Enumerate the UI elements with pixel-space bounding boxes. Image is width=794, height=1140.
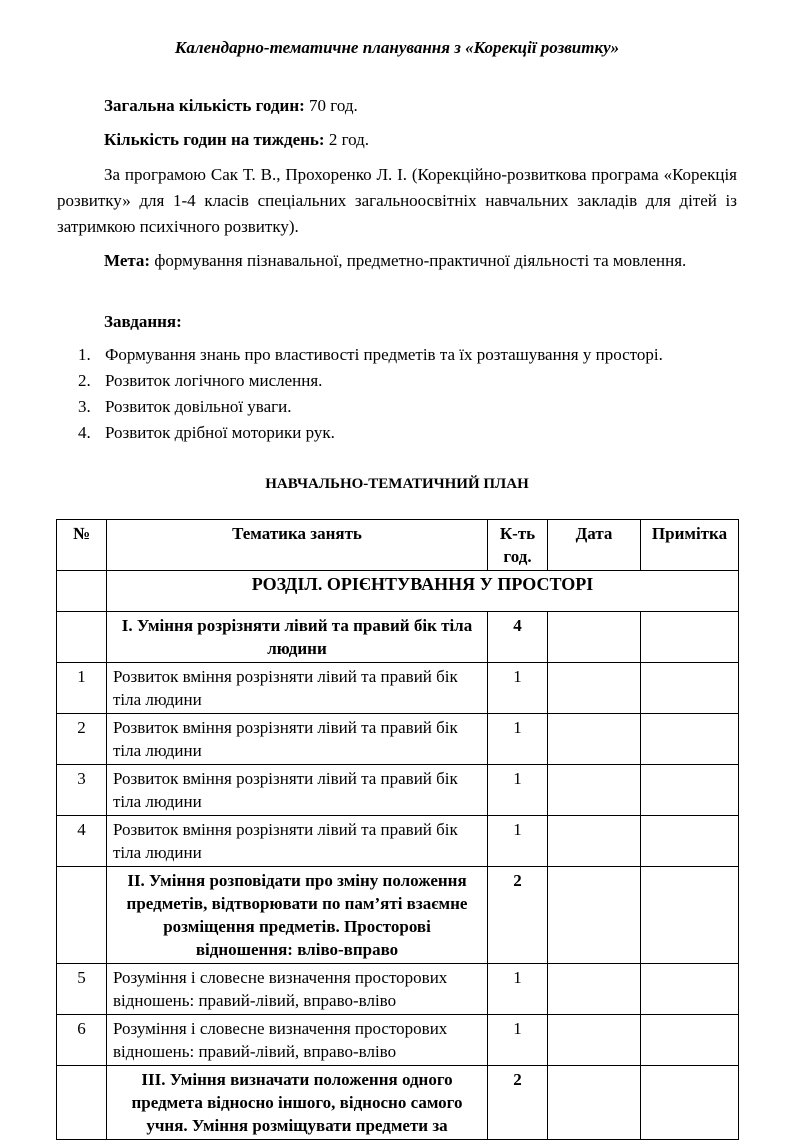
col-topic-header: Тематика занять bbox=[107, 520, 488, 571]
row-date bbox=[548, 1066, 641, 1140]
section-num-cell bbox=[57, 571, 107, 612]
row-hours: 1 bbox=[488, 714, 548, 765]
subsection-title: ІІ. Уміння розповідати про зміну положення предметів, відтворювати по пам’яті взаємне розміщення предметів. Просторові відношення: вліво-вправо bbox=[107, 867, 488, 964]
row-num bbox=[57, 867, 107, 964]
task-item bbox=[78, 394, 663, 420]
row-note bbox=[641, 867, 739, 964]
section-row bbox=[57, 571, 739, 612]
total-hours-value: 70 год. bbox=[304, 96, 358, 115]
table-row bbox=[57, 816, 739, 867]
row-note bbox=[641, 663, 739, 714]
row-hours: 1 bbox=[488, 964, 548, 1015]
row-num: 6 bbox=[57, 1015, 107, 1066]
lesson-topic: Розвиток вміння розрізняти лівий та правий бік тіла людини bbox=[107, 765, 488, 816]
subsection-row bbox=[57, 1066, 739, 1140]
lesson-topic: Розвиток вміння розрізняти лівий та правий бік тіла людини bbox=[107, 663, 488, 714]
task-item bbox=[78, 342, 663, 368]
row-date bbox=[548, 765, 641, 816]
row-num bbox=[57, 612, 107, 663]
total-hours bbox=[104, 96, 358, 116]
row-date bbox=[548, 714, 641, 765]
plan-title: НАВЧАЛЬНО-ТЕМАТИЧНИЙ ПЛАН bbox=[265, 476, 529, 492]
plan-table bbox=[56, 519, 739, 1140]
row-num: 1 bbox=[57, 663, 107, 714]
table-row bbox=[57, 714, 739, 765]
program-paragraph: За програмою Сак Т. В., Прохоренко Л. І. (Корекційно-розвиткова програма «Корекція розвитку» для 1-4 класів спеціальних загальноосвітніх навчальних закладів для дітей із затримкою психічного розвитку). bbox=[57, 165, 737, 236]
goal-paragraph bbox=[57, 248, 737, 274]
row-hours: 1 bbox=[488, 663, 548, 714]
col-date-header: Дата bbox=[548, 520, 641, 571]
task-text: Розвиток довільної уваги. bbox=[105, 397, 292, 416]
row-note bbox=[641, 765, 739, 816]
table-header-row bbox=[57, 520, 739, 571]
row-num: 4 bbox=[57, 816, 107, 867]
row-date bbox=[548, 964, 641, 1015]
subsection-row bbox=[57, 612, 739, 663]
goal-text: формування пізнавальної, предметно-практичної діяльності та мовлення. bbox=[150, 251, 687, 270]
row-num: 3 bbox=[57, 765, 107, 816]
goal-label: Мета: bbox=[104, 251, 151, 270]
col-hours-header: К-ть год. bbox=[488, 520, 548, 571]
row-note bbox=[641, 1015, 739, 1066]
row-date bbox=[548, 1015, 641, 1066]
row-hours: 1 bbox=[488, 816, 548, 867]
row-hours: 1 bbox=[488, 1015, 548, 1066]
row-note bbox=[641, 1066, 739, 1140]
row-note bbox=[641, 964, 739, 1015]
table-row bbox=[57, 765, 739, 816]
task-text: Формування знань про властивості предметів та їх розташування у просторі. bbox=[105, 345, 663, 364]
task-number: 2. bbox=[78, 371, 91, 390]
row-num bbox=[57, 1066, 107, 1140]
col-note-header: Примітка bbox=[641, 520, 739, 571]
total-hours-label: Загальна кількість годин: bbox=[104, 96, 305, 115]
row-note bbox=[641, 714, 739, 765]
table-row bbox=[57, 663, 739, 714]
lesson-topic: Розвиток вміння розрізняти лівий та правий бік тіла людини bbox=[107, 816, 488, 867]
task-text: Розвиток логічного мислення. bbox=[105, 371, 323, 390]
task-item bbox=[78, 368, 663, 394]
weekly-hours bbox=[104, 130, 369, 150]
task-number: 1. bbox=[78, 345, 91, 364]
row-num: 2 bbox=[57, 714, 107, 765]
subsection-row bbox=[57, 867, 739, 964]
row-date bbox=[548, 816, 641, 867]
lesson-topic: Розвиток вміння розрізняти лівий та правий бік тіла людини bbox=[107, 714, 488, 765]
task-number: 4. bbox=[78, 423, 91, 442]
table-row bbox=[57, 1015, 739, 1066]
row-date bbox=[548, 867, 641, 964]
task-item bbox=[78, 420, 663, 446]
weekly-hours-value: 2 год. bbox=[324, 130, 370, 149]
page-title: Календарно-тематичне планування з «Корекції розвитку» bbox=[174, 38, 620, 57]
weekly-hours-label: Кількість годин на тиждень: bbox=[104, 130, 325, 149]
lesson-topic: Розуміння і словесне визначення просторових відношень: правий-лівий, вправо-вліво bbox=[107, 1015, 488, 1066]
row-date bbox=[548, 663, 641, 714]
row-hours: 1 bbox=[488, 765, 548, 816]
col-num-header: № bbox=[57, 520, 107, 571]
tasks-list bbox=[78, 342, 663, 446]
task-text: Розвиток дрібної моторики рук. bbox=[105, 423, 335, 442]
lesson-topic: Розуміння і словесне визначення просторових відношень: правий-лівий, вправо-вліво bbox=[107, 964, 488, 1015]
subsection-title: І. Уміння розрізняти лівий та правий бік тіла людини bbox=[107, 612, 488, 663]
row-hours: 2 bbox=[488, 867, 548, 964]
section-title: РОЗДІЛ. ОРІЄНТУВАННЯ У ПРОСТОРІ bbox=[107, 571, 739, 612]
row-hours: 2 bbox=[488, 1066, 548, 1140]
row-note bbox=[641, 612, 739, 663]
table-row bbox=[57, 964, 739, 1015]
subsection-title: ІІІ. Уміння визначати положення одного предмета відносно іншого, відносно самого учня. Уміння розміщувати предмети за bbox=[107, 1066, 488, 1140]
row-note bbox=[641, 816, 739, 867]
row-hours: 4 bbox=[488, 612, 548, 663]
task-number: 3. bbox=[78, 397, 91, 416]
tasks-heading: Завдання: bbox=[104, 312, 182, 331]
row-num: 5 bbox=[57, 964, 107, 1015]
row-date bbox=[548, 612, 641, 663]
